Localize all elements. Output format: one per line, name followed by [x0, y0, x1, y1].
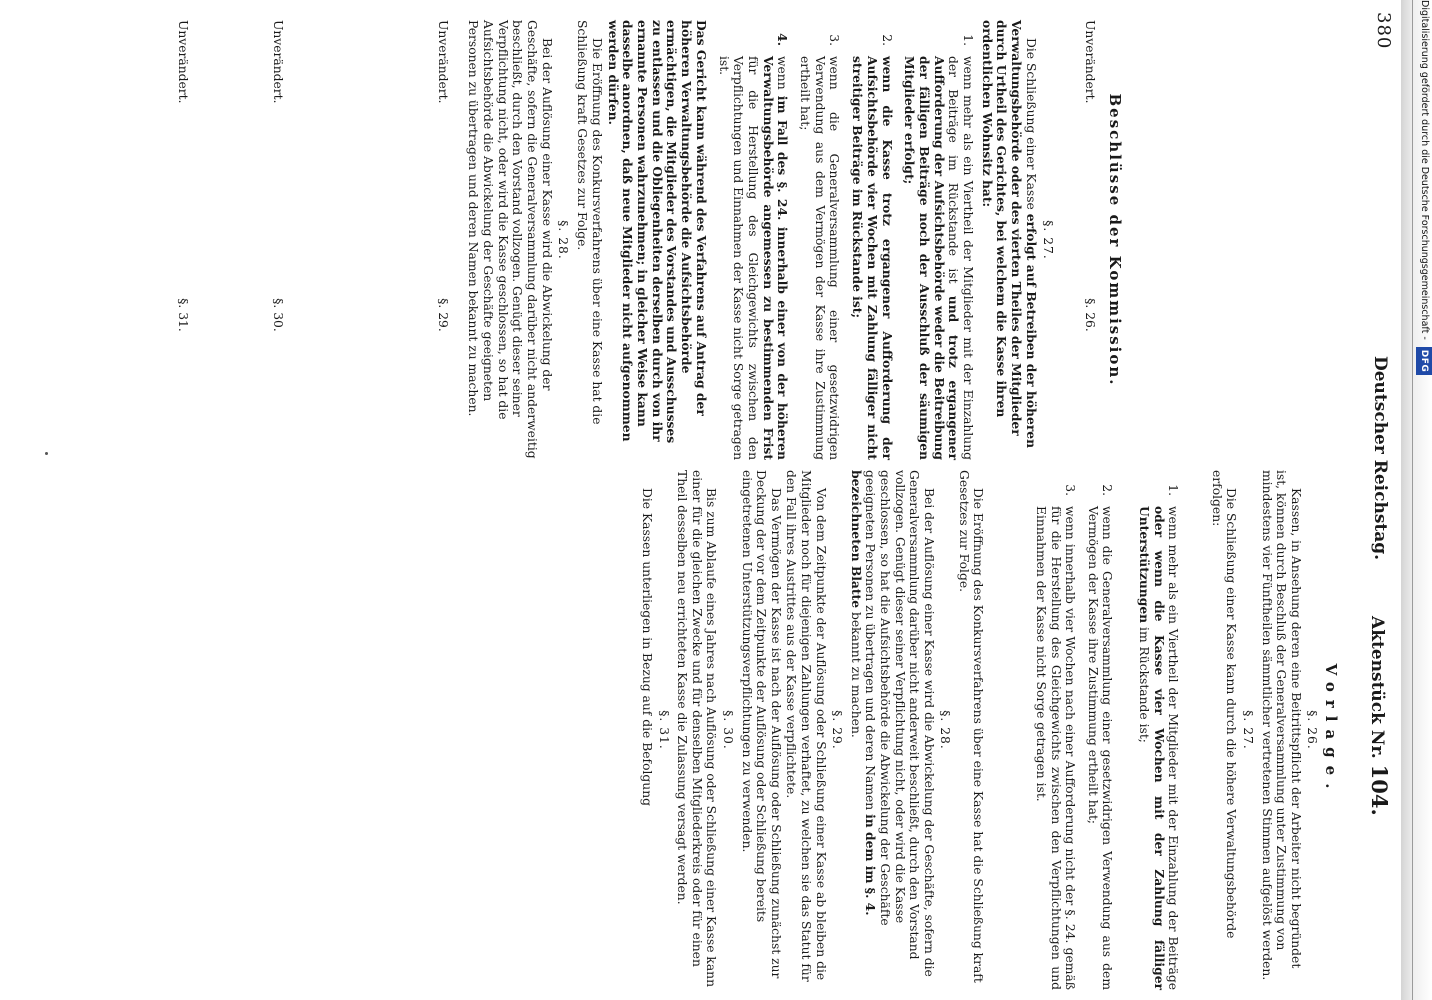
item-text: wenn innerhalb vier Wochen nach einer Aufforderung nicht der §. 24. gemäß für die Herstellung des Gleichgewichts zwischen den Verpflichtungen und Einnahmen der Kasse nicht Sorge getragen ist.: [1034, 506, 1078, 990]
s29-unchanged-row: [435, 20, 450, 460]
item-text: [1136, 506, 1180, 990]
dfg-logo: DFG: [1416, 347, 1432, 376]
s29-heading-right: §. 29.: [435, 298, 450, 332]
s30-text-left: Bis zum Ablaufe eines Jahres nach Auflösung oder Schließung einer Kasse kann einer für die gleichen Zwecke und für denselben Mitgliederkreis oder für einen Theil desselben neu errichteten Kasse die Zulassung versagt werden.: [675, 470, 719, 988]
s31-heading-left: §. 31.: [656, 710, 671, 750]
item-text: wenn die Generalversammlung einer gesetzwidrigen Verwendung aus dem Vermögen der Kasse ihre Zustimmung ertheilt hat;: [1085, 506, 1115, 990]
item-text: wenn die Generalversammlung einer gesetzwidrigen Verwendung aus dem Vermögen der Kasse ihre Zustimmung ertheilt hat;: [798, 56, 842, 460]
header-rotated: [1352, 0, 1400, 1000]
item-number: 1.: [1166, 484, 1181, 496]
kommission-block: [32, 20, 1122, 460]
item-text-bold: oder wenn die Kasse vier Wochen mit der Zahlung fälliger Unterstützungen: [1137, 506, 1167, 990]
s30-heading-left: §. 30.: [721, 710, 735, 750]
s31-heading-right: §. 31.: [176, 298, 191, 332]
item-number: 2.: [879, 34, 894, 46]
s30-unchanged: Unverändert.: [270, 20, 285, 104]
kommission-title: Beschlüsse der Kommission.: [1106, 93, 1124, 387]
s28-text-b: bekannt zu machen.: [848, 608, 863, 738]
s28-text-a: Bei der Auflösung einer Kasse wird die Abwickelung der Geschäfte, sofern die Generalversammlung darüber nicht anderweit beschließt, durch den Vorstand vollzogen. Genügt dieser seiner Verpflichtung nicht, oder wird die Kasse geschlossen, so hat die Aufsichtsbehörde die Abwickelung der Geschäfte geeigneten Personen zu übertragen und deren Namen: [863, 470, 936, 977]
item-text-bold: im Fall des §. 24. innerhalb einer von der höheren Verwaltungsbehörde angemessen zu bestimmenden Frist: [760, 56, 791, 460]
item-text-a: wenn mehr als ein Viertheil der Mitglieder mit der Einzahlung der Beiträge: [1166, 506, 1181, 990]
s26-unchanged-row: [1083, 20, 1098, 460]
s27-item-3-right: [797, 20, 841, 460]
s27-intro-bold: erfolgt auf Betreiben der höheren Verwaltungsbehörde oder des vierten Theiles der Mitglieder durch Urtheil des Gerichtes, bei welchem die Kasse ihren ordentlichen Wohnsitz hat:: [979, 20, 1039, 449]
s31-unchanged: Unverändert.: [176, 20, 191, 104]
s27-closing-right: Die Eröffnung des Konkursverfahrens über eine Kasse hat die Schließung kraft Gesetzes zur Folge.: [575, 20, 604, 425]
item-number: 1.: [961, 34, 976, 46]
page-number: 380: [1373, 12, 1394, 50]
s30-unchanged-row: [270, 20, 285, 460]
s27-item-2-right: [849, 20, 893, 460]
s28-text-right: Bei der Auflösung einer Kasse wird die Abwickelung der Geschäfte, sofern die Generalversammlung darüber nicht anderweitig beschließt, durch den Vorstand vollzogen. Genügt dieser seiner Verpflichtung nicht, oder wird die Kasse geschlossen, so hat die Aufsichtsbehörde die Abwickelung der Geschäfte geeigneten Personen zu übertragen und deren Namen bekannt zu machen.: [466, 20, 554, 459]
s27-item-1-right: [902, 20, 976, 460]
s28-heading-left: §. 28.: [938, 710, 953, 750]
scan-page-edge: [1412, 0, 1413, 1000]
s29-heading-left: §. 29.: [830, 710, 845, 750]
header-title: Deutscher Reichstag.: [1370, 356, 1390, 561]
s30-heading-right: §. 30.: [270, 298, 285, 332]
funding-note-text: Digitalisierung gefördert durch die Deutsche Forschungsgemeinschaft -: [1419, 0, 1430, 340]
s27-court-right: Das Gericht kann während des Verfahrens auf Antrag der höheren Verwaltungsbehörde die Aufsichtsbehörde ermächtigen, die Mitglieder des Vorstandes und Ausschusses zu entlassen und die Obliegenheiten derselben durch von ihr ernannte Personen wahrzunehmen; in gleicher Weise kann dasselbe anordnen, daß neue Mitglieder nicht aufgenommen werden dürfen.: [605, 20, 709, 444]
document-number: 104.: [1367, 764, 1392, 816]
s29-text-1-left: Von dem Zeitpunkte der Auflösung oder Schließung einer Kasse ab bleiben die Mitglieder noch für diejenigen Zahlungen verhaftet, zu welchen sie das Statut für den Fall ihres Austrittes aus der Kasse verpflichtete.: [784, 470, 828, 982]
s28-bold: in dem im §. 4. bezeichneten Blatte: [848, 470, 879, 916]
s31-text-left: Die Kassen unterliegen in Bezug auf die Befolgung: [640, 488, 655, 807]
funding-note-text-wrapper: [1416, 0, 1432, 1000]
s29-text-2-left: Das Vermögen der Kasse ist nach der Auflösung oder Schließung zunächst zur Deckung der vor dem Zeitpunkte der Auflösung oder Schließung bereits eingetretenen Unterstützungsverpflichtungen zu verwenden.: [739, 470, 783, 979]
vorlage-title: Vorlage.: [1322, 663, 1340, 797]
s27-item-4-right: [716, 20, 790, 460]
spacer: [1059, 20, 1069, 460]
funding-note: [1416, 0, 1432, 1000]
item-number: 3.: [1063, 484, 1078, 496]
s26-text-left: Kassen, in Ansehung deren eine Beitrittspflicht der Arbeiter nicht begründet ist, können durch Beschluß der Generalversammlung unter Zustimmung von mindestens vier Fünftheilen sämmtlicher vertretenen Stimmen aufgelöst werden.: [1259, 470, 1303, 981]
s31-unchanged-row: [175, 20, 190, 460]
item-text-bold: und trotz ergangener Aufforderung der Aufsichtsbehörde weder die Beitreibung der fälligen Beiträge noch der Ausschluß der säumigen Mitglieder erfolgt;: [902, 56, 962, 460]
item-text-b: für die Herstellung des Gleichgewichts zwischen den Verpflichtungen und Einnahmen der Kasse nicht Sorge getragen ist.: [716, 56, 760, 460]
s26-unchanged: Unverändert.: [1083, 20, 1098, 104]
s26-heading-right: §. 26.: [1083, 298, 1098, 332]
item-text: [716, 56, 790, 460]
document-reference: [1367, 616, 1392, 816]
s27-heading-right: §. 27.: [1040, 220, 1055, 260]
item-text-a: wenn: [775, 56, 790, 96]
item-text-a: wenn mehr als ein Viertheil der Mitglieder mit der Einzahlung der Beiträge im Rückstande ist: [946, 56, 976, 460]
item-number: 3.: [827, 34, 842, 46]
item-number: 4.: [775, 33, 791, 46]
s26-heading-left: §. 26.: [1305, 710, 1320, 750]
item-text: wenn die Kasse trotz ergangener Aufforderung der Aufsichtsbehörde vier Wochen mit Zahlung fälliger nicht streitiger Beiträge im Rückstande ist;: [850, 56, 895, 460]
item-text: [902, 56, 976, 460]
s28-heading-right: §. 28.: [556, 220, 571, 260]
scan-speck: [45, 452, 48, 455]
s27-intro-a: Die Schließung einer Kasse: [1023, 38, 1038, 214]
s29-unchanged: Unverändert.: [435, 20, 450, 104]
document-label-text: Aktenstück Nr.: [1367, 616, 1387, 759]
s27-intro-right: [979, 20, 1038, 460]
s27-item-1-left: [1136, 470, 1180, 990]
item-text-b: im Rückstande ist;: [1137, 623, 1152, 743]
spacer: [1118, 470, 1128, 990]
item-number: 2.: [1100, 484, 1115, 496]
spacer: [1184, 470, 1208, 990]
s27-intro-left: Die Schließung einer Kasse kann durch die höhere Verwaltungsbehörde erfolgen:: [1209, 470, 1239, 939]
s27-closing-left: Die Eröffnung des Konkursverfahrens über eine Kasse hat die Schließung kraft Gesetzes zur Folge.: [956, 470, 986, 983]
s27-heading-left: §. 27.: [1241, 710, 1256, 750]
